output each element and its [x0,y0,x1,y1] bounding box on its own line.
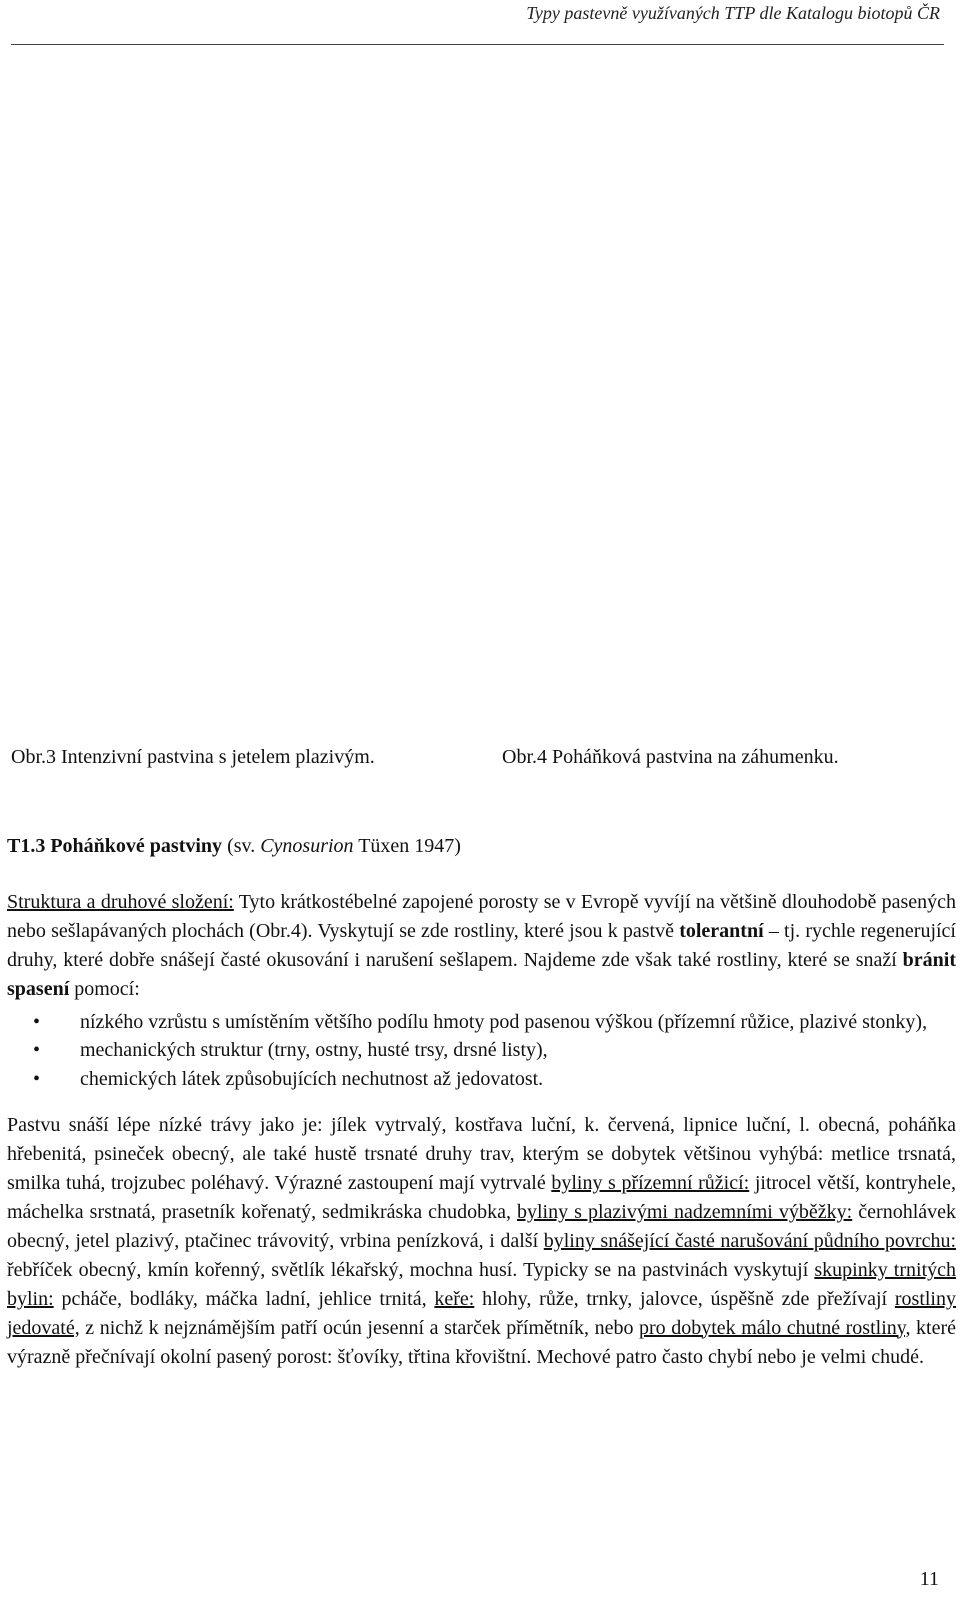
species-underline-4: skupinky trnitých bylin: [7,1258,957,1310]
defense-list [7,1008,956,1095]
section-open: (sv. [222,835,261,857]
species-text-3: černohlávek obecný, jetel plazivý, ptačinec trávovitý, vrbina penízková, i další [7,1200,957,1252]
species-text-7: z nichž k nejznámějším patří ocún jesenní a starček přímětník, nebo [79,1316,640,1339]
section-author: Tüxen 1947) [353,835,461,857]
species-underline-1: byliny s přízemní růžicí: [551,1172,750,1195]
species-text-2: jitrocel větší, kontryhele, máchelka srstnatá, prasetník kořenatý, sedmikráska chudobka, [7,1172,956,1223]
species-text-5: pcháče, bodláky, máčka ladní, jehlice trnitá, [53,1287,435,1310]
section-code-title: T1.3 Poháňkové pastviny [7,835,223,857]
species-paragraph [7,1111,956,1371]
page-number: 11 [919,1568,939,1590]
species-text-6: hlohy, růže, trnky, jalovce, úspěšně zde přežívají [474,1287,895,1310]
structure-bold-defense: bránit spasení [7,948,956,1000]
figure-caption-obr4: Obr.4 Poháňková pastvina na záhumenku. [502,746,839,768]
header-divider [11,44,944,45]
species-text-8: které výrazně přečnívají okolní pasený porost: šťovíky, třtina křovištní. Mechové patro často chybí nebo je velmi chudé. [7,1316,956,1368]
structure-label: Struktura a druhové složení: [7,890,234,913]
species-underline-2: byliny s plazivými nadzemními výběžky: [517,1200,853,1223]
list-item: • nízkého vzrůstu s umístěním většího podílu hmoty pod pasenou výškou (přízemní růžice, plazivé stonky), [7,1008,956,1037]
figure-caption-obr3: Obr.3 Intenzivní pastvina s jetelem plazivým. [11,746,375,768]
list-item: • chemických látek způsobujících nechutnost až jedovatost. [7,1065,956,1094]
section-alliance: Cynosurion [260,835,354,857]
species-text-1: Pastvu snáší lépe nízké trávy jako je: jílek vytrvalý, kostřava luční, k. červená, lipnice luční, l. obecná, poháňka hřebenitá, psineček obecný, ale také hustě trsnaté druhy trav, kterým se dobytek většinou vyhýbá: metlice trsnatá, smilka tuhá, trojzubec poléhavý. Výrazné zastoupení mají vytrvalé [7,1114,956,1195]
structure-text-3: pomocí: [69,977,140,1000]
species-underline-6: rostliny jedovaté, [7,1287,956,1339]
section-heading [7,832,956,861]
structure-text-2: – tj. rychle regenerující druhy, které dobře snášejí časté okusování i narušení sešlapem. Najdeme zde však také rostliny, které se snaží [7,919,956,971]
structure-paragraph [7,888,956,1004]
species-underline-3: byliny snášející časté narušování půdního povrchu: [543,1229,957,1252]
species-underline-7: pro dobytek málo chutné rostliny, [639,1316,911,1339]
structure-bold-tolerant: tolerantní [679,919,764,942]
main-text [7,832,956,1371]
species-text-4: řebříček obecný, kmín kořenný, světlík lékařský, mochna husí. Typicky se na pastvinách vyskytují [7,1258,815,1281]
structure-text-1: Tyto krátkostébelné zapojené porosty se v Evropě vyvíjí na většině dlouhodobě pasených nebo sešlapávaných plochách (Obr.4). Vyskytují se zde rostliny, které jsou k pastvě [7,890,956,942]
species-underline-5: keře: [434,1287,475,1310]
list-item: • mechanických struktur (trny, ostny, husté trsy, drsné listy), [7,1036,956,1065]
running-header-title: Typy pastevně využívaných TTP dle Katalogu biotopů ČR [526,3,940,23]
